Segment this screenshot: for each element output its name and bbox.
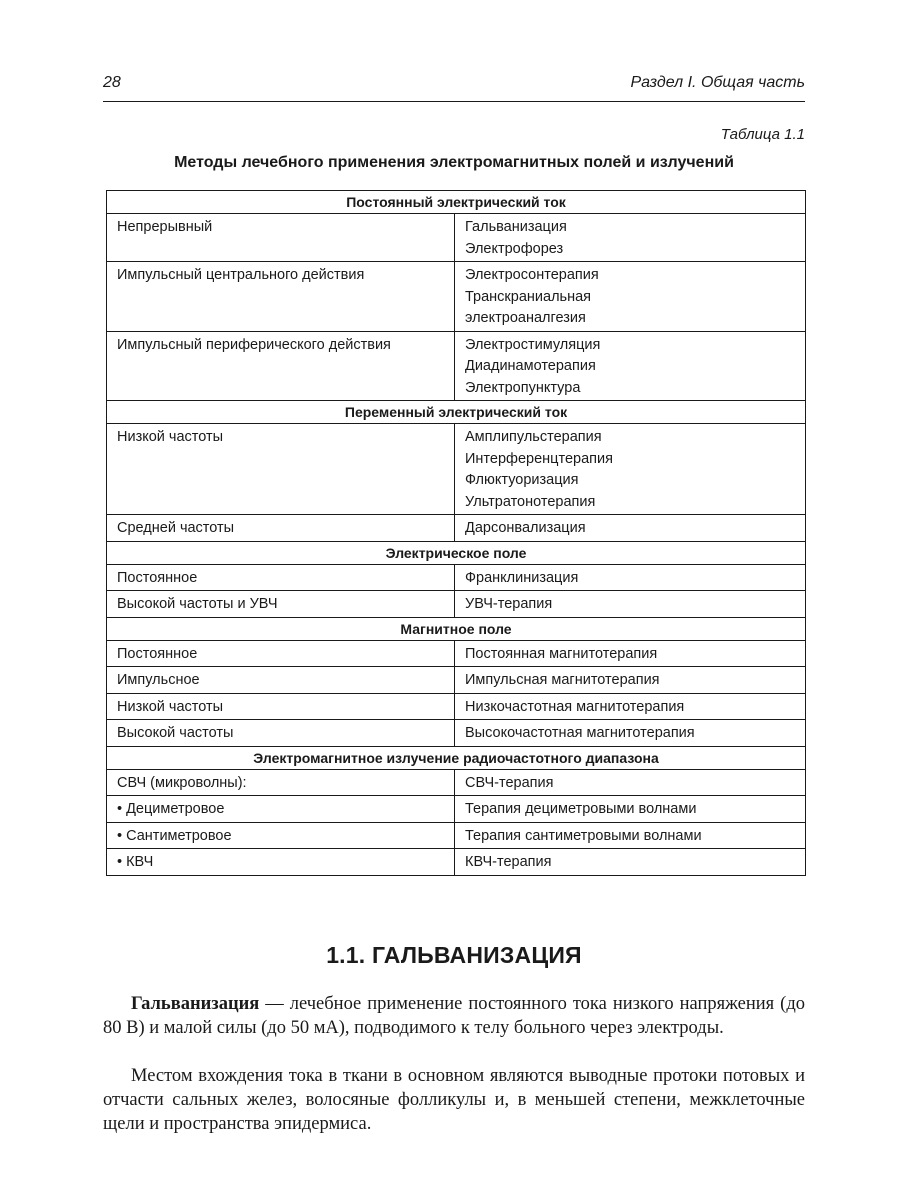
table-row [107, 693, 806, 720]
table-row [107, 822, 806, 849]
factor-cell: Импульсное [107, 667, 455, 694]
table-section-row [107, 541, 806, 564]
method-item: Франклинизация [465, 569, 579, 586]
paragraph-2-text: Местом вхождения тока в ткани в основном являются выводные протоки потовых и отчасти сальных желез, волосяные фолликулы и, в меньшей степени, межклеточные щели и пространства эпидермиса. [103, 1066, 805, 1134]
table-section-title: Электромагнитное излучение радиочастотного диапазона [107, 746, 806, 769]
section-heading: 1.1. ГАЛЬВАНИЗАЦИЯ [326, 942, 582, 968]
table-row [107, 591, 806, 618]
table-row [107, 424, 806, 515]
factor-cell: Низкой частоты [107, 424, 455, 515]
method-item: электроаналгезия [465, 310, 586, 326]
method-item: Терапия дециметровыми волнами [465, 801, 697, 817]
table-section-row [107, 191, 806, 214]
table-row [107, 849, 806, 876]
methods-cell [455, 849, 806, 876]
factor-cell: СВЧ (микроволны): [107, 769, 455, 796]
methods-cell [455, 214, 806, 262]
factor-cell: • КВЧ [107, 849, 455, 876]
table-label: Таблица 1.1 [720, 126, 805, 143]
table-section-title: Магнитное поле [107, 617, 806, 640]
method-item: Амплипульстерапия [465, 429, 602, 445]
method-item: Флюктуоризация [465, 472, 579, 488]
method-item: Ультратонотерапия [465, 493, 596, 510]
factor-cell: Средней частоты [107, 515, 455, 542]
table-row [107, 331, 806, 401]
methods-table [106, 190, 806, 876]
method-item: Терапия сантиметровыми волнами [465, 827, 702, 844]
methods-cell [455, 720, 806, 747]
factor-cell: Низкой частоты [107, 693, 455, 720]
methods-cell [455, 693, 806, 720]
method-item: Диадинамотерапия [465, 358, 596, 374]
paragraph-1 [103, 992, 805, 1040]
page-number: 28 [103, 74, 121, 91]
bold-term: Гальванизация [131, 994, 260, 1014]
table-section-row [107, 617, 806, 640]
methods-cell [455, 515, 806, 542]
table-section-title: Электрическое поле [107, 541, 806, 564]
section-title: Раздел I. Общая часть [630, 74, 805, 91]
header-rule [103, 101, 805, 102]
paragraph-1-text: — лечебное применение постоянного тока низкого напряжения (до 80 В) и малой силы (до 50 мА), подводимого к телу больного через электроды. [103, 994, 805, 1038]
methods-cell [455, 667, 806, 694]
method-item: Электропунктура [465, 379, 581, 396]
table-section-row [107, 746, 806, 769]
method-item: Низкочастотная магнитотерапия [465, 698, 685, 715]
methods-cell [455, 424, 806, 515]
table-section-title: Постоянный электрический ток [107, 191, 806, 214]
table-row [107, 214, 806, 262]
method-item: Электрофорез [465, 240, 564, 257]
methods-cell [455, 769, 806, 796]
methods-cell [455, 262, 806, 332]
method-item: Транскраниальная [465, 288, 592, 305]
table-row [107, 262, 806, 332]
factor-cell: Высокой частоты и УВЧ [107, 591, 455, 618]
paragraph-2 [103, 1064, 805, 1136]
table-row [107, 667, 806, 694]
method-item: УВЧ-терапия [465, 596, 553, 612]
methods-cell [455, 564, 806, 591]
table-row [107, 564, 806, 591]
factor-cell: Постоянное [107, 640, 455, 667]
method-item: Электросонтерапия [465, 267, 599, 283]
methods-cell [455, 640, 806, 667]
factor-cell: • Сантиметровое [107, 822, 455, 849]
method-item: СВЧ-терапия [465, 774, 554, 791]
table-row [107, 720, 806, 747]
table-section-title: Переменный электрический ток [107, 401, 806, 424]
method-item: Высокочастотная магнитотерапия [465, 725, 695, 741]
methods-cell [455, 822, 806, 849]
running-header [103, 74, 805, 98]
factor-cell: Импульсный центрального действия [107, 262, 455, 332]
method-item: Импульсная магнитотерапия [465, 672, 660, 688]
factor-cell: Постоянное [107, 564, 455, 591]
table-section-row [107, 401, 806, 424]
method-item: Постоянная магнитотерапия [465, 645, 658, 662]
methods-cell [455, 796, 806, 823]
method-item: Дарсонвализация [465, 520, 586, 536]
method-item: Гальванизация [465, 219, 567, 235]
table-title: Методы лечебного применения электромагнитных полей и излучений [174, 154, 734, 171]
factor-cell: Непрерывный [107, 214, 455, 262]
factor-cell: Импульсный периферического действия [107, 331, 455, 401]
method-item: Электростимуляция [465, 336, 601, 353]
table-row [107, 640, 806, 667]
method-item: Интерференцтерапия [465, 450, 613, 467]
methods-cell [455, 591, 806, 618]
method-item: КВЧ-терапия [465, 854, 552, 870]
table-row [107, 769, 806, 796]
factor-cell: Высокой частоты [107, 720, 455, 747]
factor-cell: • Дециметровое [107, 796, 455, 823]
table-row [107, 796, 806, 823]
table-row [107, 515, 806, 542]
methods-cell [455, 331, 806, 401]
